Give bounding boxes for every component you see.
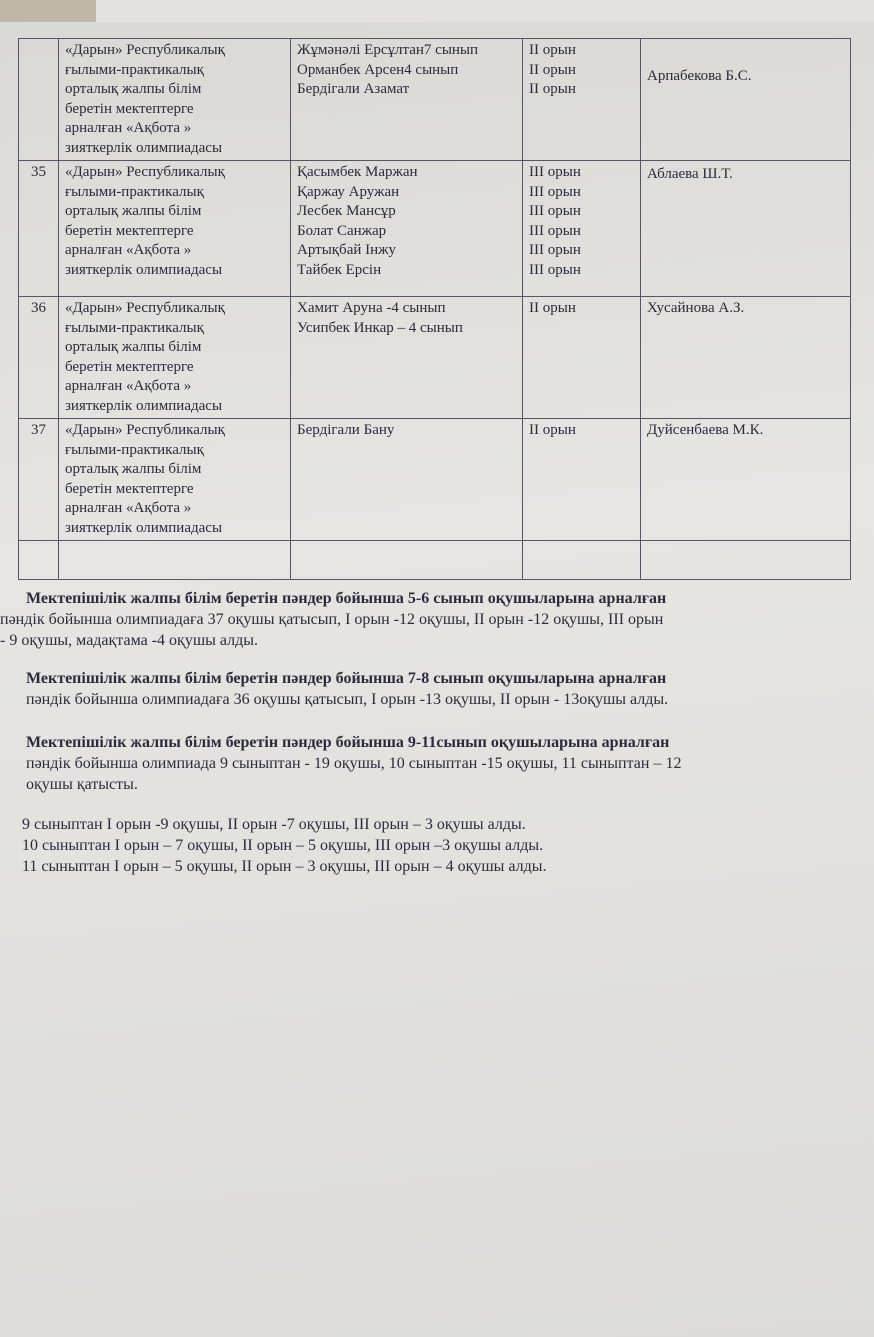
row-number: 36 [19,297,59,419]
student-name: Бердігали Азамат [297,81,410,97]
student-name: Қасымбек Маржан [297,164,418,180]
summary-paragraph-5-6 [0,588,874,651]
event-line: зияткерлік олимпиадасы [65,519,223,536]
place-value: III орын [529,222,581,239]
teacher-cell [641,297,851,419]
place-value: II орын [529,81,576,97]
grade-9-result: 9 сыныптан І орын -9 оқушы, ІІ орын -7 оқушы, ІІІ орын – 3 оқушы алды. [22,816,526,833]
grade-results [22,814,870,877]
place-value: II орын [529,300,576,316]
empty-cell [59,541,291,580]
paragraph-line: пәндік бойынша олимпиадаға 36 оқушы қатысып, І орын -13 оқушы, ІІ орын - 13оқушы алды. [26,691,669,708]
row-number [19,39,59,161]
row-number: 35 [19,161,59,297]
event-line: ғылыми-практикалық [65,61,204,78]
place-value: II орын [529,42,576,58]
summary-paragraph-9-11 [26,732,874,795]
empty-cell [291,541,523,580]
places-cell [523,297,641,419]
teacher-name: Дуйсенбаева М.К. [647,422,764,438]
teacher-name: Аблаева Ш.Т. [647,166,733,182]
event-cell [59,419,291,541]
event-line: беретін мектептерге [65,222,194,239]
event-line: ғылыми-практикалық [65,183,204,200]
table-row [19,419,851,541]
teacher-cell [641,419,851,541]
place-value: II орын [529,422,576,438]
event-line: ғылыми-практикалық [65,319,204,336]
event-cell [59,297,291,419]
student-name: Болат Санжар [297,222,387,239]
teacher-cell [641,39,851,161]
paragraph-line: пәндік бойынша олимпиадаға 37 оқушы қатысып, І орын -12 оқушы, ІІ орын -12 оқушы, ІІІ орын [0,611,664,628]
event-line: зияткерлік олимпиадасы [65,139,223,156]
sheet-top-edge [96,0,874,22]
event-line: беретін мектептерге [65,480,194,497]
teacher-name: Хусайнова А.З. [647,300,745,316]
empty-cell [523,541,641,580]
place-value: III орын [529,164,581,180]
empty-cell [19,541,59,580]
event-line: орталық жалпы білім [65,339,202,355]
event-line: орталық жалпы білім [65,461,202,477]
empty-cell [641,541,851,580]
paragraph-line: пәндік бойынша олимпиада 9 сыныптан - 19 оқушы, 10 сыныптан -15 оқушы, 11 сыныптан – 12 [26,755,682,772]
event-line: зияткерлік олимпиадасы [65,261,223,278]
student-name: Жұмәнәлі Ерсұлтан7 сынып [297,42,479,58]
event-line: «Дарын» Республикалық [65,164,225,180]
grade-11-result: 11 сыныптан І орын – 5 оқушы, ІІ орын – 3 оқушы, ІІІ орын – 4 оқушы алды. [22,858,547,875]
student-name: Орманбек Арсен4 сынып [297,61,459,78]
students-cell [291,419,523,541]
event-line: беретін мектептерге [65,100,194,117]
event-cell [59,39,291,161]
places-cell [523,39,641,161]
paragraph-line: - 9 оқушы, мадақтама -4 оқушы алды. [0,632,258,649]
places-cell [523,419,641,541]
row-number: 37 [19,419,59,541]
summary-paragraph-7-8 [26,668,874,710]
event-line: орталық жалпы білім [65,203,202,219]
table-row [19,161,851,297]
paragraph-heading: Мектепішілік жалпы білім беретін пәндер бойынша 5-6 сынып оқушыларына арналған [26,590,667,607]
event-line: беретін мектептерге [65,358,194,375]
event-line: зияткерлік олимпиадасы [65,397,223,414]
students-cell [291,39,523,161]
event-line: орталық жалпы білім [65,81,202,97]
place-value: III орын [529,203,581,219]
event-line: арналған «Ақбота » [65,378,192,394]
teacher-name: Арпабекова Б.С. [647,68,752,84]
place-value: II орын [529,61,576,78]
event-line: «Дарын» Республикалық [65,422,225,438]
teacher-cell [641,161,851,297]
places-cell [523,161,641,297]
place-value: III орын [529,183,581,200]
table-row [19,297,851,419]
event-line: «Дарын» Республикалық [65,300,225,316]
students-cell [291,297,523,419]
paragraph-heading: Мектепішілік жалпы білім беретін пәндер бойынша 7-8 сынып оқушыларына арналған [26,670,667,687]
event-line: арналған «Ақбота » [65,500,192,516]
student-name: Лесбек Мансұр [297,203,396,219]
paragraph-heading: Мектепішілік жалпы білім беретін пәндер бойынша 9-11сынып оқушыларына арналған [26,734,670,751]
student-name: Қаржау Аружан [297,183,400,200]
students-cell [291,161,523,297]
student-name: Тайбек Ерсін [297,261,382,278]
place-value: III орын [529,242,581,258]
paragraph-line: оқушы қатысты. [26,776,138,793]
results-table [18,38,851,580]
place-value: III орын [529,261,581,278]
student-name: Бердігали Бану [297,422,395,438]
student-name: Хамит Аруна -4 сынып [297,300,446,316]
event-line: «Дарын» Республикалық [65,42,225,58]
student-name: Усипбек Инкар – 4 сынып [297,319,463,336]
table-row-empty [19,541,851,580]
event-line: ғылыми-практикалық [65,441,204,458]
student-name: Артықбай Інжу [297,242,397,258]
event-cell [59,161,291,297]
event-line: арналған «Ақбота » [65,242,192,258]
table-row [19,39,851,161]
grade-10-result: 10 сыныптан І орын – 7 оқушы, ІІ орын – 5 оқушы, ІІІ орын –3 оқушы алды. [22,837,544,854]
event-line: арналған «Ақбота » [65,120,192,136]
